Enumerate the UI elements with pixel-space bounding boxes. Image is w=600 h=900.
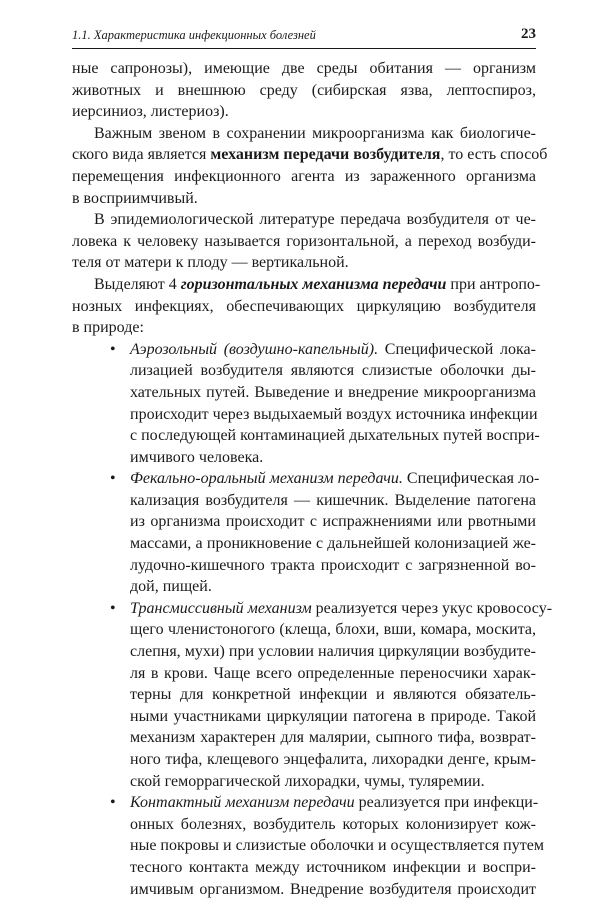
text-line <box>72 835 544 857</box>
text-line <box>72 231 536 253</box>
emphasis-text: Фекально-оральный механизм передачи. <box>130 470 403 488</box>
text-run: ного тифа, клещевого энцефалита, лихорадки денге, крым- <box>130 751 536 768</box>
emphasis-text: Аэрозольный (воздушно-капельный). <box>130 340 379 358</box>
bullet-icon: • <box>110 340 116 358</box>
text-run: тесного контакта между источником инфекции и воспри- <box>130 858 536 876</box>
text-line <box>72 209 536 231</box>
text-line <box>72 727 536 749</box>
text-line <box>72 598 553 620</box>
text-line <box>72 749 536 771</box>
text-line <box>72 792 539 814</box>
text-run: В эпидемиологической литературе передача возбудителя от че- <box>94 211 536 229</box>
text-line <box>72 576 536 598</box>
text-line <box>72 857 536 879</box>
text-run: терны для конкретной инфекции и являются обязатель- <box>130 686 536 704</box>
text-run: происходит через выдыхаемый воздух источника инфекции <box>130 405 538 423</box>
text-run: имчивого человека. <box>130 448 264 466</box>
text-run: в природе: <box>72 319 144 337</box>
text-run: из организма происходит с испражнениями или рвотными <box>130 513 536 531</box>
text-run: ловека к человеку называется горизонтальной, а переход возбуди- <box>72 232 536 250</box>
text-run: механизм характерен для малярии, сыпного тифа, возврат- <box>130 729 536 747</box>
running-header <box>72 26 536 49</box>
text-line <box>72 684 536 706</box>
text-line <box>72 425 540 447</box>
text-line <box>72 879 536 900</box>
text-line <box>72 706 536 728</box>
text-run: теля от матери к плоду — вертикальной. <box>72 254 349 272</box>
text-line <box>72 533 536 555</box>
text-run: иерсиниоз, листериоз). <box>72 103 229 121</box>
paragraphs <box>72 58 548 339</box>
text-line <box>72 101 536 123</box>
text-line <box>72 360 536 382</box>
text-line <box>72 490 536 512</box>
text-run: дой, пищей. <box>130 578 212 596</box>
page-body <box>72 58 553 900</box>
text-line <box>72 382 536 404</box>
text-line <box>72 619 536 641</box>
paragraph <box>72 274 541 339</box>
text-run: щего членистоногого (клеща, блохи, вши, комара, москита, <box>130 621 536 639</box>
text-run: кализация возбудителя — кишечник. Выделение патогена <box>130 491 536 509</box>
list-item <box>72 468 540 598</box>
text-run: массами, а проникновение с дальнейшей колонизацией же- <box>130 535 536 553</box>
paragraph <box>72 58 536 123</box>
emphasis-text: Контактный механизм передачи <box>130 794 355 812</box>
paragraph <box>72 123 548 209</box>
text-run: ской геморрагической лихорадки, чумы, туляремии. <box>130 772 485 790</box>
text-run: ными участниками циркуляции патогена в природе. Такой <box>130 707 536 725</box>
paragraph <box>72 209 536 274</box>
text-line <box>72 511 536 533</box>
text-run: реализуется при инфекци- <box>354 794 539 812</box>
text-run: онных болезнях, возбудитель которых колонизирует кож- <box>130 815 536 833</box>
text-run: лизацией возбудителя являются слизистые оболочки ды- <box>130 362 536 380</box>
text-run: животных и внешнюю среду (сибирская язва, лептоспироз, <box>72 81 536 99</box>
text-line <box>72 771 536 793</box>
text-run: при антропо- <box>446 275 541 293</box>
text-line <box>72 447 536 469</box>
text-line <box>72 80 536 102</box>
list-item <box>72 339 540 469</box>
text-line <box>72 296 536 318</box>
text-run: с последующей контаминацией дыхательных путей воспри- <box>130 427 540 445</box>
bullet-icon: • <box>110 470 116 488</box>
text-line <box>72 339 536 361</box>
text-line <box>72 404 536 426</box>
text-line <box>72 252 536 274</box>
text-line <box>72 555 536 577</box>
bullet-icon: • <box>110 794 116 812</box>
text-line <box>72 317 536 339</box>
text-line <box>72 468 540 490</box>
emphasis-text: механизм передачи возбудителя <box>210 146 441 164</box>
emphasis-text: горизонтальных механизма передачи <box>180 275 447 293</box>
text-line <box>72 663 536 685</box>
bullet-list <box>72 339 553 900</box>
text-line <box>72 58 536 80</box>
bullet-icon: • <box>110 599 116 617</box>
text-run: нозных инфекциях, обеспечивающих циркуляцию возбудителя <box>72 297 536 315</box>
text-run: ля в крови. Чаще всего определенные переносчики харак- <box>130 664 536 682</box>
text-run: имчивым организмом. Внедрение возбудителя происходит <box>130 880 536 898</box>
text-line <box>72 641 536 663</box>
text-run: реализуется через укус кровососу- <box>311 599 553 617</box>
text-run: ского вида является <box>72 146 211 164</box>
text-run: в восприимчивый. <box>72 189 198 207</box>
page-number: 23 <box>521 26 536 42</box>
emphasis-text: Трансмиссивный механизм <box>130 599 312 617</box>
text-run: Специфическая ло- <box>402 470 540 488</box>
text-run: Выделяют 4 <box>94 275 181 293</box>
text-run: Важным звеном в сохранении микроорганизма как биологиче- <box>94 124 536 142</box>
text-run: слепня, мухи) при условии наличия циркуляции возбудите- <box>130 643 536 661</box>
list-item <box>72 598 553 792</box>
text-run: ные покровы и слизистые оболочки и осуществляется путем <box>130 837 544 855</box>
text-run: лудочно-кишечного тракта происходит с загрязненной во- <box>130 556 536 574</box>
list-item <box>72 792 544 900</box>
text-line <box>72 123 536 145</box>
text-line <box>72 188 536 210</box>
text-line <box>72 144 548 166</box>
text-run: хательных путей. Выведение и внедрение микроорганизма <box>130 383 536 401</box>
text-line <box>72 814 536 836</box>
text-line <box>72 274 541 296</box>
running-header-title: 1.1. Характеристика инфекционных болезней <box>72 28 316 42</box>
text-line <box>72 166 536 188</box>
text-run: перемещения инфекционного агента из зараженного организма <box>72 167 536 185</box>
text-run: Специфической лока- <box>378 340 536 358</box>
text-run: ные сапронозы), имеющие две среды обитания — организм <box>72 60 536 77</box>
text-run: , то есть способ <box>440 146 548 164</box>
